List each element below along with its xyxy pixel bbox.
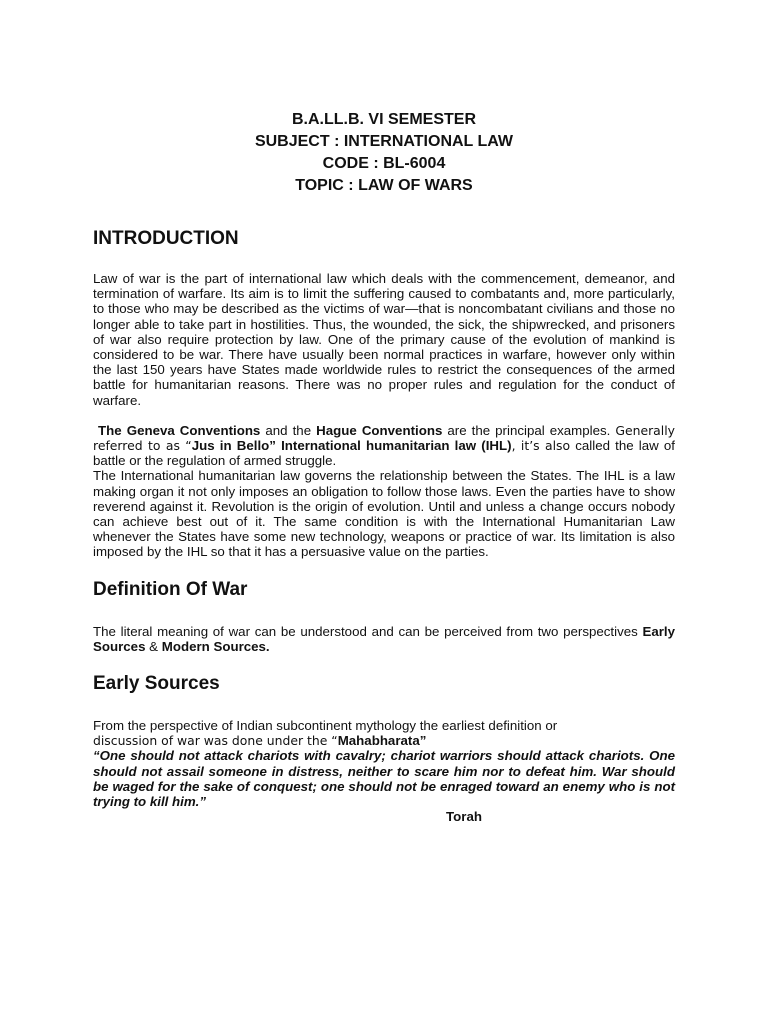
mahabharata-quote: “One should not attack chariots with cavalry; chariot warriors should attack chariots. One should not assail someone in distress, neither to scare him nor to defeat him. War should be waged for the sake of conquest; one should not be enraged toward an enemy who is not trying to kill him.” [93, 748, 675, 810]
conventions-text-5: called the law of battle or the regulation of armed struggle. [93, 438, 675, 469]
conventions-paragraph [93, 423, 675, 469]
ihl-term: Jus in Bello” International humanitarian law (IHL) [191, 438, 512, 454]
early-sources-text-1: From the perspective of Indian subcontinent mythology the earliest definition or [93, 718, 558, 734]
ihl-paragraph: The International humanitarian law governs the relationship between the States. The IHL is a law making organ it not only imposes an obligation to follow those laws. Even the parties have to show reverend against it. Revolution is the origin of evolution. Until and unless a change occurs nobody can achieve best out of it. The same condition is with the International Humanitarian Law whenever the States have some new technology, weapons or practice of war. Its limitation is also imposed by the IHL so that it has a persuasive value on the parties. [93, 468, 675, 560]
geneva-conventions-text: The Geneva Conventions [98, 422, 261, 438]
hague-conventions-text: Hague Conventions [316, 422, 443, 438]
introduction-paragraph: Law of war is the part of international law which deals with the commencement, demeanor, and termination of warfare. Its aim is to limit the suffering caused to combatants and, more particularly, to those who may be described as the victims of war—that is noncombatant civilians and those no longer able to take part in hostilities. Thus, the wounded, the sick, the shipwrecked, and prisoners of war also require protection by law. One of the primary cause of the evolution of mankind is considered to be war. There have usually been normal practices in warfare, however only within the last 150 years have States made worldwide rules to restrict the consequences of the armed battle for humanitarian reasons. There was no proper rules and regulation for the conduct of warfare. [93, 271, 675, 408]
early-sources-term: Early Sources [93, 623, 675, 654]
mahabharata-term: Mahabharata” [337, 733, 427, 749]
subject-line: SUBJECT : INTERNATIONAL LAW [254, 133, 514, 150]
topic-line: TOPIC : LAW OF WARS [295, 177, 473, 194]
semester-line: B.A.LL.B. VI SEMESTER [291, 111, 476, 128]
conventions-text-4: , it’s also [511, 438, 571, 454]
definition-paragraph [93, 624, 675, 654]
early-sources-paragraph [93, 718, 675, 748]
definition-text-2: & [145, 638, 162, 654]
conventions-text-3: Generally referred to as “ [93, 422, 675, 454]
definition-heading: Definition Of War [93, 578, 248, 600]
early-sources-text-2: discussion of war was done under the “ [93, 733, 338, 749]
modern-sources-term: Modern Sources. [161, 638, 270, 654]
conventions-text-1: and the [260, 422, 317, 438]
conventions-text-2: are the principal examples. [442, 422, 611, 438]
introduction-heading: INTRODUCTION [93, 228, 239, 249]
code-line: CODE : BL-6004 [322, 155, 446, 172]
quote-attribution: Torah [446, 809, 482, 825]
definition-text-1: The literal meaning of war can be understood and can be perceived from two perspectives [93, 623, 643, 639]
document-header [93, 0, 675, 197]
early-sources-heading: Early Sources [93, 673, 220, 695]
